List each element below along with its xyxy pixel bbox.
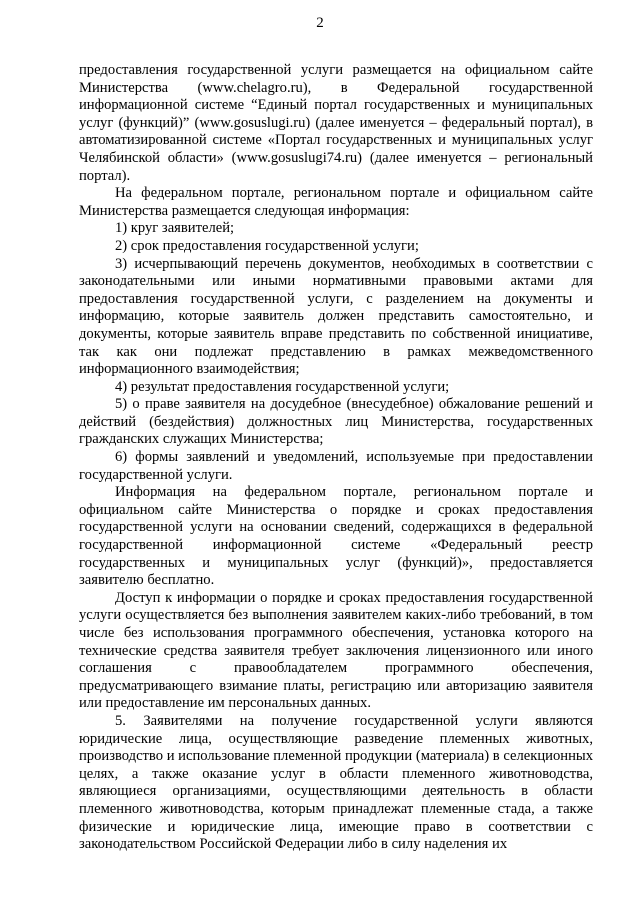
list-item-documents: 3) исчерпывающий перечень документов, необходимых в соответствии с законодательными или иными нормативными правовыми актами для предоставления государственной услуги, с разделением на документы и информацию, которые заявитель должен представить самостоятельно, и документы, которые заявитель вправе представить по собственной инициативе, так как они подлежат представлению в рамках межведомственного информационного взаимодействия; xyxy=(79,255,593,378)
paragraph-free-information: Информация на федеральном портале, региональном портале и официальном сайте Министерства о порядке и сроках предоставления государственной услуги на основании сведений, содержащихся в федеральной государственной информационной системе «Федеральный реестр государственных и муниципальных услуг (функций)», предоставляется заявителю бесплатно. xyxy=(79,484,593,589)
paragraph-section-5-applicants: 5. Заявителями на получение государственной услуги являются юридические лица, осуществляющие разведение племенных животных, производство и использование племенной продукции (материала) в селекционных целях, а также оказание услуг в области племенного животноводства, являющиеся организациями, осуществляющими деятельность в области племенного животноводства, которым принадлежат племенные стада, а также физические и юридические лица, имеющие право в соответствии с законодательством Российской Федерации либо в силу наделения их xyxy=(79,712,593,853)
paragraph-portal-info: На федеральном портале, региональном портале и официальном сайте Министерства размещается следующая информация: xyxy=(79,185,593,219)
page-number: 2 xyxy=(316,15,324,31)
paragraph-intro-continuation: предоставления государственной услуги размещается на официальном сайте Министерства (www.chelagro.ru), в Федеральной государственной информационной системе “Единый портал государственных и муниципальных услуг (функций)” (www.gosuslugi.ru) (далее именуется – федеральный портал), в автоматизированной системе «Портал государственных и муниципальных услуг Челябинской области» (www.gosuslugi74.ru) (далее именуется – региональный портал). xyxy=(79,62,593,184)
list-item-appeal-right: 5) о праве заявителя на досудебное (внесудебное) обжалование решений и действий (бездействия) должностных лиц Министерства, государственных гражданских служащих Министерства; xyxy=(79,396,593,448)
list-item-service-term: 2) срок предоставления государственной услуги; xyxy=(115,237,419,254)
list-item-applicants: 1) круг заявителей; xyxy=(115,220,235,237)
paragraph-access-requirements: Доступ к информации о порядке и сроках предоставления государственной услуги осуществляется без выполнения заявителем каких-либо требований, в том числе без использования программного обеспечения, установка которого на технические средства заявителя требует заключения лицензионного или иного соглашения с правообладателем программного обеспечения, предусматривающего взимание платы, регистрацию или авторизацию заявителя или предоставление им персональных данных. xyxy=(79,589,593,712)
list-item-result: 4) результат предоставления государственной услуги; xyxy=(115,378,450,395)
document-body xyxy=(79,62,593,854)
list-item-forms: 6) формы заявлений и уведомлений, используемые при предоставлении государственной услуги. xyxy=(79,449,593,483)
